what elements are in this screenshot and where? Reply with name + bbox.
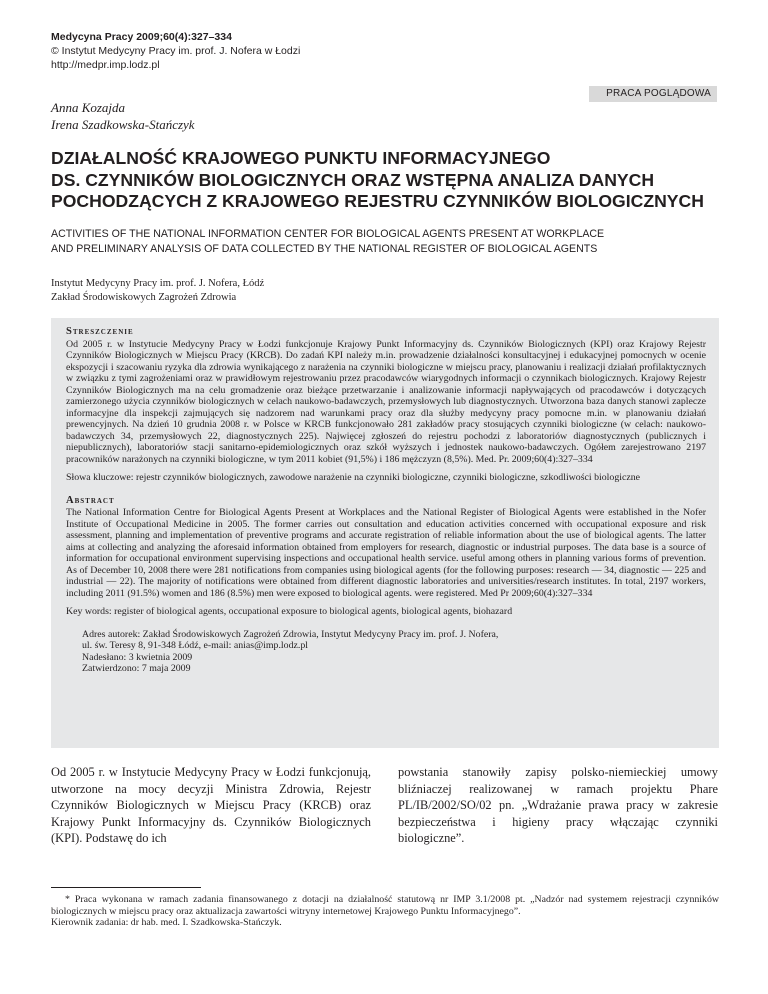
footnote <box>51 894 719 929</box>
correspondence-info <box>66 629 706 675</box>
abstract-heading: Abstract <box>66 494 115 506</box>
body-column-left: Od 2005 r. w Instytucie Medycyny Pracy w Łodzi funkcjonują, utworzone na mocy decyzji Ministra Zdrowia, Rejestr Czynników Biologicznych w Miejscu Pracy (KRCB) oraz Krajowy Punkt Informacyjny ds. Czynników Biologicznych (KPI). Podstawę do ich <box>51 765 371 845</box>
polish-keywords: Słowa kluczowe: rejestr czynników biologicznych, zawodowe narażenie na czynniki biologiczne, czynniki biologiczne, szkodliwości biologiczne <box>66 472 641 483</box>
title-line: DZIAŁALNOŚĆ KRAJOWEGO PUNKTU INFORMACYJNEGO <box>51 148 551 168</box>
footnote-text: * Praca wykonana w ramach zadania finansowanego z dotacji na działalność statutową nr IMP 3.1/2008 pt. „Nadzór nad systemem rejestracji czynników biologicznych w miejscu pracy oraz aktualizacja zawartości witryny internetowej Krajowego Punktu Informacyjnego”. <box>51 894 719 917</box>
english-title <box>51 227 741 257</box>
journal-url: http://medpr.imp.lodz.pl <box>51 59 160 71</box>
footnote-supervisor: Kierownik zadania: dr hab. med. I. Szadkowska-Stańczyk. <box>51 917 282 928</box>
footnote-divider <box>51 887 201 888</box>
received-date: Nadesłano: 3 kwietnia 2009 <box>82 651 193 663</box>
abstract-text: The National Information Centre for Biological Agents Present at Workplaces and the National Register of Biological Agents were established in the Nofer Institute of Occupational Medicine in 2005. The former carries out consultation and education activities concerned with occupational exposure and risk assessment, planning and implementation of preventive programs and accurate registration of reliable information about the use of biological agents. The latter aims at collecting and analyzing the aforesaid information obtained from employers for research, diagnostic or industrial purposes. The data base is a source of information for occupational environment supervising inspections and occupational health service. useful among others in planning various forms of prevention. As of December 10, 2008 there were 281 notifications from companies using biological agents (for the following purposes: research — 34, diagnostic — 225 and industrial — 22). The majority of notifications were obtained from different diagnostic laboratories and universities/research institutes. In total, 2197 workers, including 2011 (91.5%) women and 186 (8.5%) men were exposed to biological agents. were registered. Med Pr 2009;60(4):327–334 <box>66 507 706 599</box>
copyright-line: © Instytut Medycyny Pracy im. prof. J. Nofera w Łodzi <box>51 45 301 57</box>
streszczenie-heading: Streszczenie <box>66 326 134 337</box>
abstract-panel <box>51 318 719 748</box>
article-type-label: PRACA POGLĄDOWA <box>589 86 717 102</box>
accepted-date: Zatwierdzono: 7 maja 2009 <box>82 663 191 674</box>
author-name: Anna Kozajda <box>51 100 126 115</box>
contact-address: Adres autorek: Zakład Środowiskowych Zagrożeń Zdrowia, Instytut Medycyny Pracy im. prof. J. Nofera, <box>82 628 499 640</box>
title-line: DS. CZYNNIKÓW BIOLOGICZNYCH ORAZ WSTĘPNA ANALIZA DANYCH <box>51 169 655 190</box>
author-list <box>51 99 451 133</box>
subtitle-line: ACTIVITIES OF THE NATIONAL INFORMATION CENTER FOR BIOLOGICAL AGENTS PRESENT AT WORKPLACE <box>51 228 605 240</box>
subtitle-line: AND PRELIMINARY ANALYSIS OF DATA COLLECTED BY THE NATIONAL REGISTER OF BIOLOGICAL AGENTS <box>51 243 598 255</box>
affiliation-line: Instytut Medycyny Pracy im. prof. J. Nofera, Łódź <box>51 278 265 289</box>
affiliation <box>51 277 551 304</box>
article-title <box>51 148 741 213</box>
journal-citation: Medycyna Pracy 2009;60(4):327–334 <box>51 31 232 43</box>
author-name: Irena Szadkowska-Stańczyk <box>51 117 195 132</box>
english-keywords: Key words: register of biological agents, occupational exposure to biological agents, biological agents, biohazard <box>66 606 513 617</box>
journal-masthead <box>51 30 471 72</box>
contact-email-line: ul. św. Teresy 8, 91-348 Łódź, e-mail: anias@imp.lodz.pl <box>82 640 308 651</box>
affiliation-line: Zakład Środowiskowych Zagrożeń Zdrowia <box>51 291 237 303</box>
streszczenie-text: Od 2005 r. w Instytucie Medycyny Pracy w Łodzi funkcjonuje Krajowy Punkt Informacyjny ds. Czynników Biologicznych (KPI) oraz Krajowy Rejestr Czynników Biologicznych w Miejscu Pracy (KRCB). Do zadań KPI należy m.in. prowadzenie działalności konsultacyjnej i edukacyjnej pomocnych w ocenie ekspozycji i szacowaniu ryzyka dla zdrowia wynikającego z narażenia na czynniki biologiczne w miejscu pracy, planowaniu i realizacji działań profilaktycznych w związku z tymi zagrożeniami oraz w prawidłowym rejestrowaniu przez pracodawców wiarygodnych informacji o czynnikach biologicznych. Krajowy Rejestr Czynników Biologicznych ma na celu gromadzenie oraz bieżące przetwarzanie i analizowanie informacji napływających od pracodawców i dotyczących zamierzonego użycia czynników biologicznych w celach naukowo-badawczych, przemysłowych lub diagnostycznych. Utworzona baza danych stanowi zaplecze informacyjne dla inspekcji zajmujących się nadzorem nad warunkami pracy oraz dla służby medycyny pracy pomocne m.in. w planowaniu działań prewencyjnych. Na dzień 10 grudnia 2008 r. w Polsce w KRCB funkcjonowało 281 zakładów pracy stosujących czynniki biologiczne (w celach: naukowo-badawczych 34, przemysłowych 22, diagnostycznych 225). Najwięcej zgłoszeń do rejestru pochodzi z laboratoriów diagnostycznych (publicznych i niepublicznych), laboratoriów stacji sanitarno-epidemiologicznych oraz szkół wyższych i jednostek naukowo-badawczych. Ogółem zarejestrowano 2197 pracowników narażonych na czynniki biologiczne, w tym 2011 kobiet (91,5%) i 186 mężczyzn (8,5%). Med. Pr. 2009;60(4):327–334 <box>66 338 706 465</box>
title-line: POCHODZĄCYCH Z KRAJOWEGO REJESTRU CZYNNIKÓW BIOLOGICZNYCH <box>51 191 704 211</box>
body-column-right: powstania stanowiły zapisy polsko-niemieckiej umowy bliźniaczej realizowanej w ramach projektu Phare PL/IB/2002/SO/02 pn. „Wdrażanie prawa pracy w zakresie bezpieczeństwa i higieny pracy włączając czynniki biologiczne”. <box>398 765 718 845</box>
